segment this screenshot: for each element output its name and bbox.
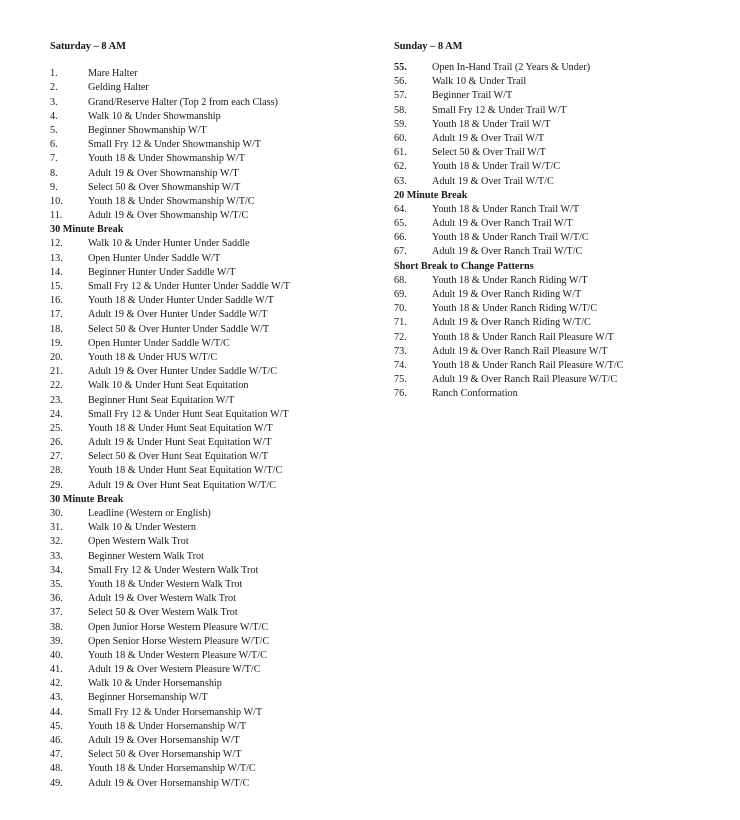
class-name: Youth 18 & Under Western Walk Trot: [88, 578, 243, 590]
class-name: Beginner Showmanship W/T: [88, 124, 207, 136]
class-name: Youth 18 & Under Hunter Under Saddle W/T: [88, 295, 274, 307]
class-number: 38.: [50, 621, 63, 633]
class-number: 56.: [394, 76, 407, 88]
class-number: 22.: [50, 380, 63, 392]
class-name: Open Hunter Under Saddle W/T/C: [88, 337, 230, 349]
class-name: Small Fry 12 & Under Hunter Under Saddle W/T: [88, 281, 290, 292]
class-name: Youth 18 & Under Western Pleasure W/T/C: [88, 649, 267, 661]
class-number: 45.: [50, 720, 63, 732]
class-name: Select 50 & Over Hunter Under Saddle W/T: [88, 323, 270, 335]
class-name: Youth 18 & Under Horsemanship W/T/C: [88, 763, 256, 775]
class-number: 57.: [394, 90, 407, 102]
class-name: Small Fry 12 & Under Western Walk Trot: [88, 564, 259, 576]
class-name: Walk 10 & Under Hunt Seat Equitation: [88, 380, 249, 392]
class-name: Select 50 & Over Hunt Seat Equitation W/T: [88, 451, 269, 463]
class-name: Small Fry 12 & Under Showmanship W/T: [88, 139, 261, 151]
class-name: Walk 10 & Under Western: [88, 522, 196, 534]
class-number: 73.: [394, 345, 407, 357]
class-number: 7.: [50, 153, 58, 165]
class-number: 19.: [50, 337, 63, 349]
class-name: Youth 18 & Under HUS W/T/C: [88, 351, 218, 363]
class-number: 44.: [50, 706, 63, 718]
class-number: 75.: [394, 374, 407, 386]
class-number: 70.: [394, 303, 407, 315]
class-name: Walk 10 & Under Horsemanship: [88, 678, 222, 690]
class-number: 37.: [50, 607, 63, 619]
class-name: Youth 18 & Under Ranch Rail Pleasure W/T: [432, 331, 614, 343]
class-name: Youth 18 & Under Trail W/T/C: [432, 161, 561, 173]
class-name: Ranch Conformation: [432, 388, 518, 400]
class-name: Select 50 & Over Western Walk Trot: [88, 607, 238, 619]
class-name: Mare Halter: [88, 68, 138, 80]
break-label: Short Break to Change Patterns: [394, 260, 534, 272]
class-number: 59.: [394, 118, 407, 130]
class-name: Adult 19 & Over Hunter Under Saddle W/T/C: [88, 366, 278, 378]
class-number: 32.: [50, 536, 63, 548]
class-name: Gelding Halter: [88, 82, 149, 94]
class-number: 67.: [394, 246, 407, 258]
class-number: 5.: [50, 124, 58, 136]
class-number: 69.: [394, 289, 407, 300]
class-number: 35.: [50, 578, 63, 590]
break-label: 30 Minute Break: [50, 224, 124, 236]
class-name: Walk 10 & Under Trail: [432, 76, 527, 88]
class-name: Youth 18 & Under Ranch Riding W/T/C: [432, 303, 598, 315]
class-number: 43.: [50, 692, 63, 704]
class-name: Open Senior Horse Western Pleasure W/T/C: [88, 635, 270, 647]
class-name: Adult 19 & Over Ranch Riding W/T/C: [432, 317, 591, 329]
class-number: 21.: [50, 366, 63, 378]
class-name: Youth 18 & Under Hunt Seat Equitation W/T: [88, 422, 273, 434]
class-name: Small Fry 12 & Under Hunt Seat Equitation W/T: [88, 408, 289, 420]
class-number: 17.: [50, 309, 63, 321]
class-number: 6.: [50, 139, 58, 151]
class-name: Adult 19 & Under Hunt Seat Equitation W/T: [88, 437, 272, 449]
saturday-title: Saturday – 8 AM: [50, 41, 126, 52]
class-name: Select 50 & Over Trail W/T: [432, 147, 546, 159]
class-number: 30.: [50, 508, 63, 519]
class-name: Youth 18 & Under Ranch Trail W/T/C: [432, 232, 589, 244]
class-number: 9.: [50, 181, 58, 193]
class-name: Adult 19 & Over Western Pleasure W/T/C: [88, 664, 261, 676]
class-name: Walk 10 & Under Showmanship: [88, 110, 221, 122]
class-name: Open In-Hand Trail (2 Years & Under): [432, 62, 591, 73]
class-name: Youth 18 & Under Hunt Seat Equitation W/T/C: [88, 465, 283, 477]
class-number: 10.: [50, 195, 63, 207]
class-number: 47.: [50, 749, 63, 761]
class-name: Walk 10 & Under Hunter Under Saddle: [88, 238, 250, 250]
class-number: 60.: [394, 132, 407, 144]
class-number: 41.: [50, 664, 63, 676]
class-number: 13.: [50, 252, 63, 264]
class-number: 24.: [50, 408, 63, 420]
class-number: 36.: [50, 593, 63, 605]
class-name: Youth 18 & Under Showmanship W/T/C: [88, 195, 255, 207]
class-name: Open Hunter Under Saddle W/T: [88, 252, 221, 264]
class-number: 65.: [394, 218, 407, 230]
class-number: 1.: [50, 68, 58, 80]
class-number: 74.: [394, 359, 407, 371]
class-name: Adult 19 & Over Western Walk Trot: [88, 593, 236, 605]
class-name: Open Junior Horse Western Pleasure W/T/C: [88, 621, 269, 633]
class-name: Youth 18 & Under Ranch Rail Pleasure W/T/C: [432, 359, 624, 371]
class-name: Adult 19 & Over Horsemanship W/T/C: [88, 777, 250, 789]
class-number: 20.: [50, 351, 63, 363]
class-number: 16.: [50, 295, 63, 307]
class-name: Youth 18 & Under Trail W/T: [432, 118, 551, 130]
break-label: 20 Minute Break: [394, 189, 468, 201]
class-name: Beginner Hunt Seat Equitation W/T: [88, 394, 235, 406]
class-name: Adult 19 & Over Showmanship W/T: [88, 167, 239, 179]
class-number: 46.: [50, 735, 63, 746]
class-name: Adult 19 & Over Ranch Trail W/T/C: [432, 246, 583, 258]
class-name: Small Fry 12 & Under Trail W/T: [432, 104, 567, 116]
class-number: 27.: [50, 451, 63, 463]
class-name: Adult 19 & Over Horsemanship W/T: [88, 735, 240, 746]
class-number: 15.: [50, 281, 63, 292]
class-name: Adult 19 & Over Showmanship W/T/C: [88, 210, 249, 222]
class-number: 8.: [50, 167, 58, 179]
class-number: 55.: [394, 62, 407, 73]
class-number: 11.: [50, 210, 63, 222]
class-name: Adult 19 & Over Ranch Rail Pleasure W/T/C: [432, 374, 618, 386]
break-label: 30 Minute Break: [50, 493, 124, 505]
class-name: Select 50 & Over Showmanship W/T: [88, 181, 241, 193]
class-number: 40.: [50, 649, 63, 661]
class-number: 31.: [50, 522, 63, 534]
class-number: 63.: [394, 175, 407, 187]
class-number: 76.: [394, 388, 407, 400]
class-name: Beginner Horsemanship W/T: [88, 692, 208, 704]
class-name: Youth 18 & Under Ranch Trail W/T: [432, 203, 580, 215]
class-number: 33.: [50, 550, 63, 562]
class-name: Adult 19 & Over Trail W/T: [432, 132, 545, 144]
class-name: Adult 19 & Over Ranch Trail W/T: [432, 218, 573, 230]
class-number: 3.: [50, 96, 58, 108]
class-number: 72.: [394, 331, 407, 343]
class-number: 28.: [50, 465, 63, 477]
class-number: 23.: [50, 394, 63, 406]
class-name: Adult 19 & Over Trail W/T/C: [432, 175, 554, 187]
class-name: Adult 19 & Over Ranch Rail Pleasure W/T: [432, 345, 608, 357]
class-name: Select 50 & Over Horsemanship W/T: [88, 749, 242, 761]
class-name: Adult 19 & Over Hunt Seat Equitation W/T/C: [88, 479, 276, 491]
class-number: 64.: [394, 203, 407, 215]
class-name: Open Western Walk Trot: [88, 536, 189, 548]
class-number: 12.: [50, 238, 63, 250]
class-number: 62.: [394, 161, 407, 173]
class-name: Youth 18 & Under Showmanship W/T: [88, 153, 245, 165]
class-number: 26.: [50, 437, 63, 449]
class-name: Youth 18 & Under Ranch Riding W/T: [432, 274, 588, 286]
class-number: 49.: [50, 777, 63, 789]
class-number: 66.: [394, 232, 407, 244]
class-name: Youth 18 & Under Horsemanship W/T: [88, 720, 247, 732]
class-name: Adult 19 & Over Ranch Riding W/T: [432, 289, 582, 300]
class-name: Beginner Hunter Under Saddle W/T: [88, 266, 236, 278]
class-number: 58.: [394, 104, 407, 116]
class-number: 61.: [394, 147, 407, 159]
class-name: Beginner Western Walk Trot: [88, 550, 204, 562]
class-name: Small Fry 12 & Under Horsemanship W/T: [88, 706, 263, 718]
class-number: 34.: [50, 564, 63, 576]
class-number: 68.: [394, 274, 407, 286]
class-number: 4.: [50, 110, 58, 122]
class-number: 2.: [50, 82, 58, 94]
class-name: Leadline (Western or English): [88, 508, 211, 519]
class-number: 48.: [50, 763, 63, 775]
class-name: Adult 19 & Over Hunter Under Saddle W/T: [88, 309, 268, 321]
class-number: 39.: [50, 635, 63, 647]
class-number: 18.: [50, 323, 63, 335]
class-name: Grand/Reserve Halter (Top 2 from each Class): [88, 96, 278, 108]
sunday-title: Sunday – 8 AM: [394, 41, 463, 52]
class-number: 42.: [50, 678, 63, 690]
class-name: Beginner Trail W/T: [432, 90, 513, 102]
class-number: 29.: [50, 479, 63, 491]
class-number: 25.: [50, 422, 63, 434]
class-number: 71.: [394, 317, 407, 329]
class-number: 14.: [50, 266, 63, 278]
